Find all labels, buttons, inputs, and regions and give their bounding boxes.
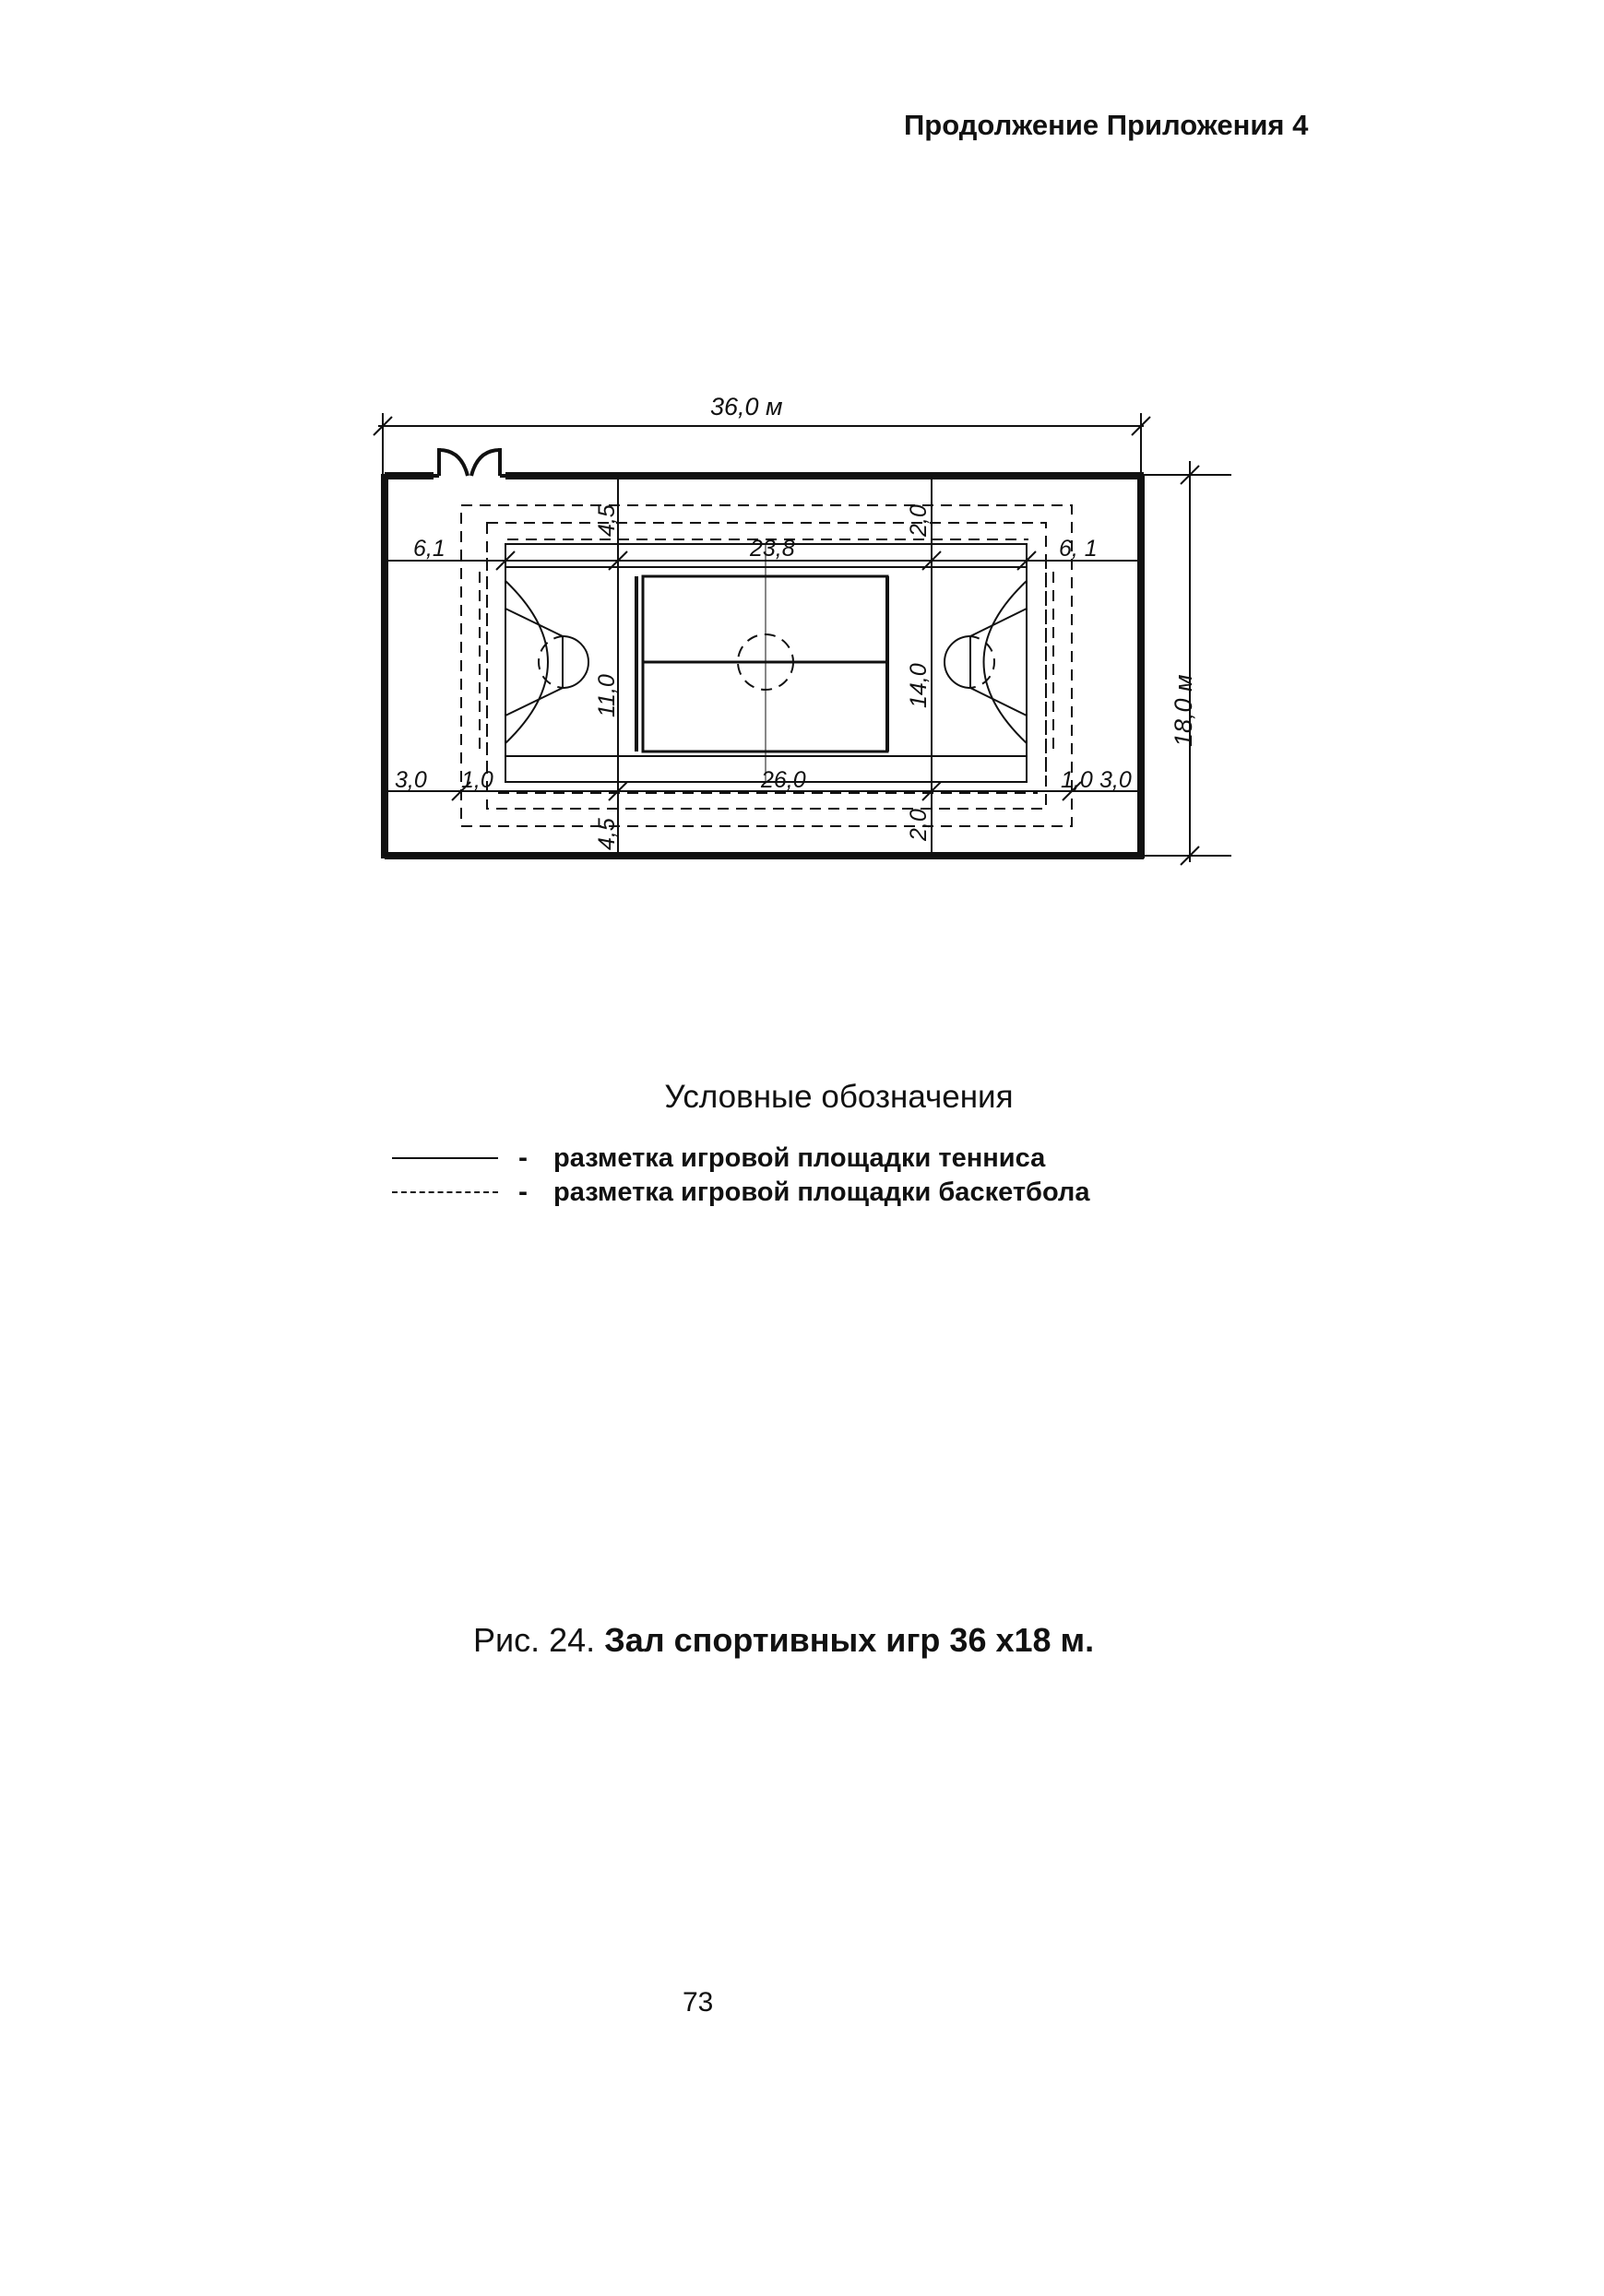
top-gap-left-label: 4,5 [594, 504, 620, 537]
overall-height-dimension [1144, 461, 1231, 865]
inner-width-bottom-label: 26,0 [761, 767, 806, 793]
tennis-width-label: 11,0 [594, 674, 620, 717]
door-icon [434, 448, 505, 476]
legend-text-basketball: разметка игровой площадки баскетбола [553, 1177, 1090, 1207]
right-offset-top-label: 6, 1 [1059, 536, 1098, 562]
page-number: 73 [683, 1987, 714, 2018]
basket-width-label: 14,0 [906, 663, 932, 708]
right-side-1-label: 1,0 [1061, 767, 1093, 793]
top-gap-right-label: 2,0 [906, 504, 932, 537]
overall-width-dimension [374, 413, 1150, 479]
left-side-3-label: 3,0 [395, 767, 427, 793]
legend-title: Условные обозначения [664, 1079, 1014, 1115]
inner-width-top-label: 23,8 [750, 536, 795, 562]
hall-wall [385, 474, 1144, 858]
page-header: Продолжение Приложения 4 [904, 109, 1309, 141]
overall-height-label: 18,0 м [1170, 674, 1197, 747]
figure-caption-title: Зал спортивных игр 36 х18 м. [604, 1621, 1095, 1659]
overall-width-label: 36,0 м [710, 393, 783, 420]
left-side-1-label: 1,0 [461, 767, 493, 793]
figure-caption-label: Рис. 24. [473, 1621, 596, 1659]
dashed-line-sample [392, 1191, 498, 1193]
legend-dash: - [518, 1142, 528, 1173]
bottom-gap-left-label: 4,5 [594, 818, 620, 850]
right-side-3-label: 3,0 [1099, 767, 1132, 793]
legend-dash: - [518, 1177, 528, 1207]
left-offset-top-label: 6,1 [413, 536, 446, 562]
legend-item-basketball [392, 1176, 1090, 1209]
legend-item-tennis [392, 1142, 1045, 1175]
solid-line-sample [392, 1157, 498, 1159]
legend-text-tennis: разметка игровой площадки тенниса [553, 1142, 1046, 1173]
bottom-gap-right-label: 2,0 [906, 809, 932, 841]
figure-caption [473, 1621, 1094, 1660]
tennis-markings [505, 544, 1027, 782]
